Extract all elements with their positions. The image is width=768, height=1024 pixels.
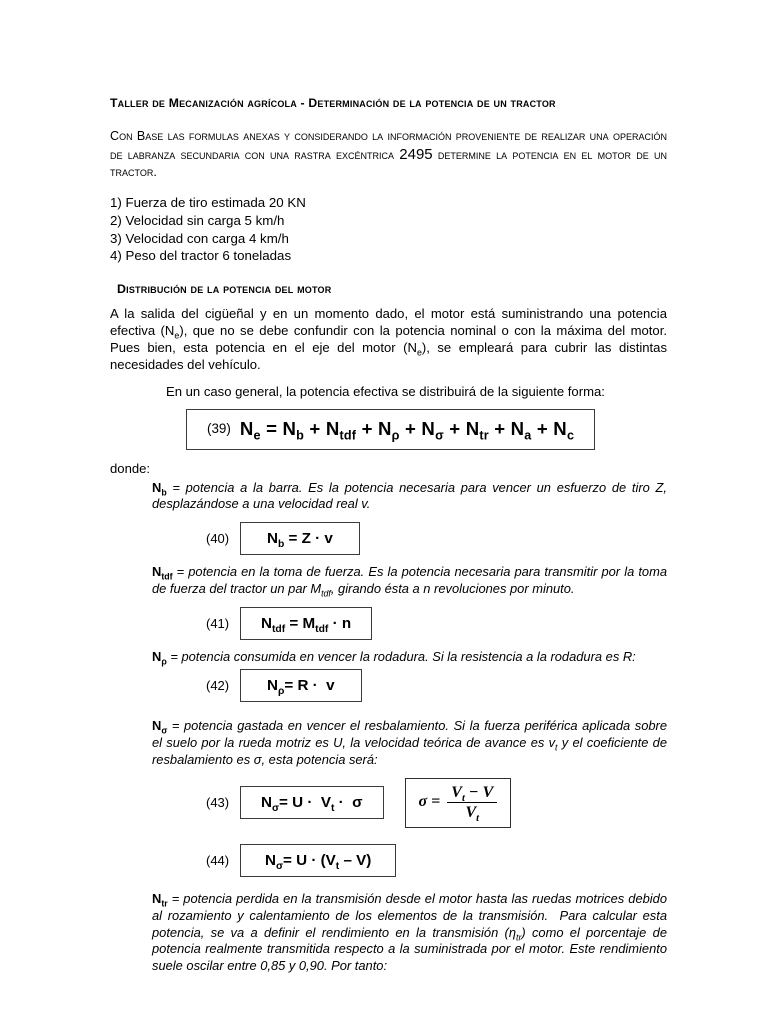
- equation-43-number: (43): [206, 795, 230, 811]
- symbol-ntdf: $N_{tdf}$: [152, 564, 173, 582]
- document-title: Taller de Mecanización agrícola - Determinación de la potencia de un tractor: [110, 96, 556, 110]
- given-item-2: 2) Velocidad sin carga 5 km/h: [110, 213, 285, 229]
- equation-40-box: $N_b = Z \cdot v$: [240, 522, 360, 555]
- equation-41-box: $N_{tdf} = M_{tdf} \cdot n$: [240, 607, 372, 640]
- equation-43b-lhs: σ =: [418, 793, 441, 811]
- given-item-4: 4) Peso del tractor 6 toneladas: [110, 248, 292, 264]
- fraction-denominator: $V_t$: [465, 803, 480, 825]
- equation-43b-fraction: [447, 783, 497, 825]
- definition-nb: $N_b$ = potencia a la barra. Es la potencia necesaria para vencer un esfuerzo de tiro Z, desplazándose a una velocidad real v.: [152, 479, 667, 512]
- donde-label: donde:: [110, 461, 151, 477]
- symbol-nsigma: $N_\sigma$: [152, 718, 168, 736]
- equation-44-box: $N_\sigma= U \cdot (V_t - V)$: [240, 844, 396, 877]
- equation-39-expression: $N_e = N_b + N_{tdf} + N_\rho + N_\sigma + N_{tr} + N_a + N_c$: [239, 418, 575, 444]
- fraction-numerator: $V_t - V$: [451, 783, 494, 804]
- given-item-1: 1) Fuerza de tiro estimada 20 KN: [110, 195, 306, 211]
- document-content: [110, 96, 667, 979]
- paragraph-potencia-efectiva: A la salida del cigüeñal y en un momento dado, el motor está suministrando una potencia efectiva $(N_e)$, que no se debe confundir con la potencia nominal o con la máxima del motor. Pues bien, esta potencia en el eje del motor $(N_e)$, se empleará para cubrir las distintas necesidades del vehículo.: [110, 305, 667, 373]
- equation-39-wrapper: [110, 409, 667, 450]
- equation-43b-sigma-box: [405, 778, 512, 829]
- intro-paragraph: [110, 128, 667, 180]
- section-heading: Distribución de la potencia del motor: [117, 281, 332, 296]
- given-item-3: 3) Velocidad con carga 4 km/h: [110, 230, 289, 246]
- definition-nrho: $N_\rho$ = potencia consumida en vencer la rodadura. Si la resistencia a la rodadura es R:: [152, 648, 636, 667]
- intro-text-after: determine la potencia en el motor de un tractor.: [110, 147, 667, 180]
- equation-42-box: $N_\rho= R \cdot v$: [240, 669, 362, 702]
- symbol-nb: $N_b$: [152, 479, 167, 498]
- equation-43-row: [110, 778, 667, 829]
- definition-nsigma: $N_\sigma$ = potencia gastada en vencer el resbalamiento. Si la fuerza periférica aplicada sobre el suelo por la rueda motriz es U, la velocidad teórica de avance es $v_t$ y el coeficiente de resbalamiento es σ, esta potencia será:: [152, 718, 667, 767]
- equation-42-row: [110, 669, 667, 702]
- definition-ntdf: $N_{tdf}$ = potencia en la toma de fuerza. Es la potencia necesaria para transmitir por la toma de fuerza del tractor un par $M_{tdf}$, girando ésta a n revoluciones por minuto.: [152, 564, 667, 599]
- equation-40-number: (40): [206, 531, 230, 547]
- equation-44-number: (44): [206, 853, 230, 869]
- symbol-ntr: $N_{tr}$: [152, 891, 168, 909]
- intro-text-before: Con Base las formulas anexas y considerando la información proveniente de realizar una operación de labranza secundaria con una rastra excéntrica: [110, 129, 667, 162]
- givens-list: [110, 194, 667, 264]
- equation-41-number: (41): [206, 615, 230, 631]
- intro-reference-number: 2495: [399, 145, 433, 163]
- equation-39-number: (39): [207, 421, 231, 437]
- symbol-nrho: $N_\rho$: [152, 648, 167, 667]
- equation-42-number: (42): [206, 678, 230, 694]
- equation-43-box: $N_\sigma= U \cdot V_t \cdot \sigma$: [240, 786, 384, 819]
- equation-41-row: [110, 607, 667, 640]
- equation-39-box: [186, 409, 595, 450]
- paragraph-caso-general: En un caso general, la potencia efectiva se distribuirá de la siguiente forma:: [166, 384, 605, 400]
- definition-ntr: $N_{tr}$ = potencia perdida en la transmisión desde el motor hasta las ruedas motrices debido al rozamiento y calentamiento de los elementos de la transmisión. Para calcular esta potencia, se va a definir el rendimiento en la transmisión $(\eta_{tr})$ como el porcentaje de potencia realmente transmitida respecto a la suministrada por el motor. Este rendimiento suele oscilar entre 0,85 y 0,90. Por tanto:: [152, 891, 667, 974]
- equation-40-row: [110, 522, 667, 555]
- equation-44-row: [110, 844, 667, 877]
